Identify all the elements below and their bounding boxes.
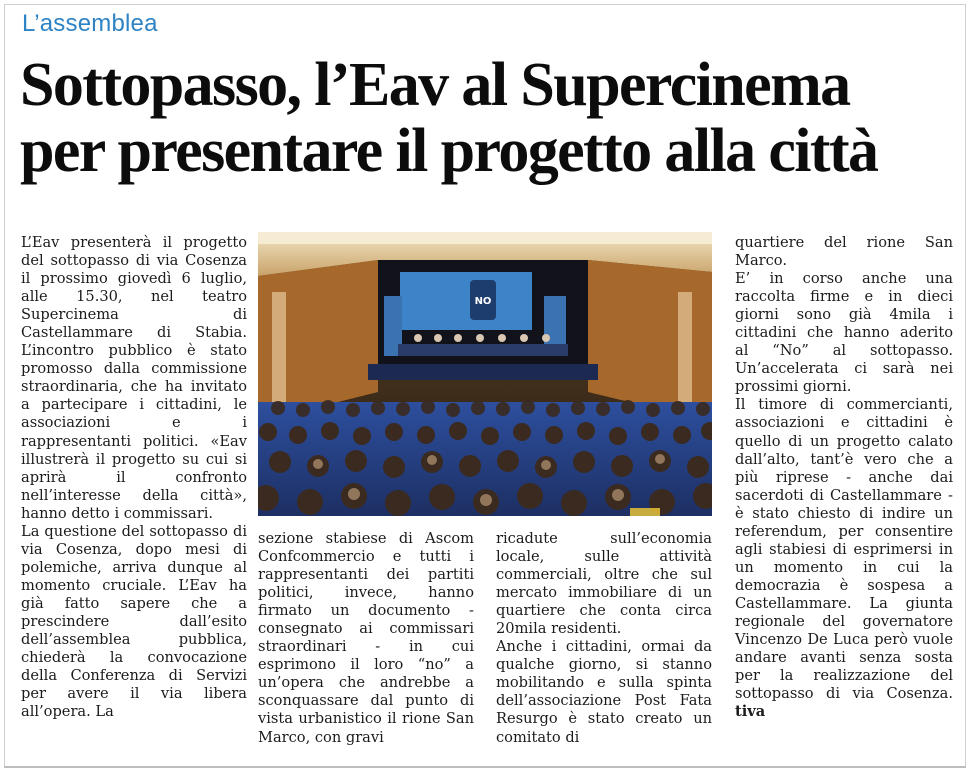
section-kicker: L’assemblea: [22, 10, 158, 37]
headline-line-1: Sottopasso, l’Eav al Supercinema: [20, 51, 850, 119]
paragraph: E’ in corso anche una raccolta firme e in dieci giorni sono già 4mila i cittadini che hanno aderito al “No” al sottopasso. Un’accelerata ci sarà nei prossimi giorni.: [735, 270, 953, 396]
article-column-2: [258, 530, 474, 747]
paragraph: Il timore di commercianti, associazioni e cittadini è quello di un progetto calato dall’alto, tant’è vero che a più riprese - anche dai sacerdoti di Castellammare - è stato chiesto di indire un referendum, per consentire agli stabiesi di esprimersi in un momento in cui la democrazia è sospesa a Castellammare. La giunta regionale del governatore Vincenzo De Luca però vuole andare avanti senza sosta per la realizzazione del sottopasso di via Cosenza.: [735, 396, 953, 703]
bottom-rule: [4, 766, 966, 768]
screen-text: NO: [474, 296, 492, 307]
author-signature: tiva: [735, 703, 766, 721]
paragraph: quartiere del rione San Marco.: [735, 234, 953, 270]
article-column-3: [496, 530, 712, 747]
paragraph: La questione del sottopasso di via Cosenza, dopo mesi di polemiche, arriva dunque al momento cruciale. L’Eav ha già fatto sapere che a prescindere dall’esito dell’assemblea pubblica, chiederà la convocazione della Conferenza di Servizi per avere il via libera all’opera. La: [21, 522, 247, 721]
paragraph: L’Eav presenterà il progetto del sottopasso di via Cosenza il prossimo giovedì 6 luglio, alle 15.30, nel teatro Supercinema di Castellammare di Stabia. L’incontro pubblico è stato promosso dalla commissione straordinaria, che ha invitato a partecipare i cittadini, le associazioni e i rappresentanti politici. «Eav illustrerà il progetto su cui si aprirà il confronto nell’interesse della città», hanno detto i commissari.: [21, 234, 247, 522]
paragraph: sezione stabiese di Ascom Confcommercio e tutti i rappresentanti dei partiti politici, invece, hanno firmato un documento - consegnato ai commissari straordinari - in cui esprimono il loro “no” a un’opera che andrebbe a sconquassare dal punto di vista urbanistico il rione San Marco, con gravi: [258, 530, 474, 746]
theatre-audience-image: [258, 232, 712, 516]
article-column-1: [21, 234, 247, 721]
article-column-4: [735, 234, 953, 721]
stage-screen: [400, 272, 532, 330]
paragraph: Anche i cittadini, ormai da qualche giorno, si stanno mobilitando e sulla spinta dell’associazione Post Fata Resurgo è stato creato un comitato di: [496, 638, 712, 746]
paragraph-with-signature: [735, 396, 953, 721]
headline-line-2: per presentare il progetto alla città: [20, 117, 878, 185]
article-headline: [20, 52, 950, 184]
paragraph: ricadute sull’economia locale, sulle attività commerciali, oltre che sul mercato immobiliare di un quartiere che conta circa 20mila residenti.: [496, 530, 712, 638]
assembly-photo: [258, 232, 712, 516]
